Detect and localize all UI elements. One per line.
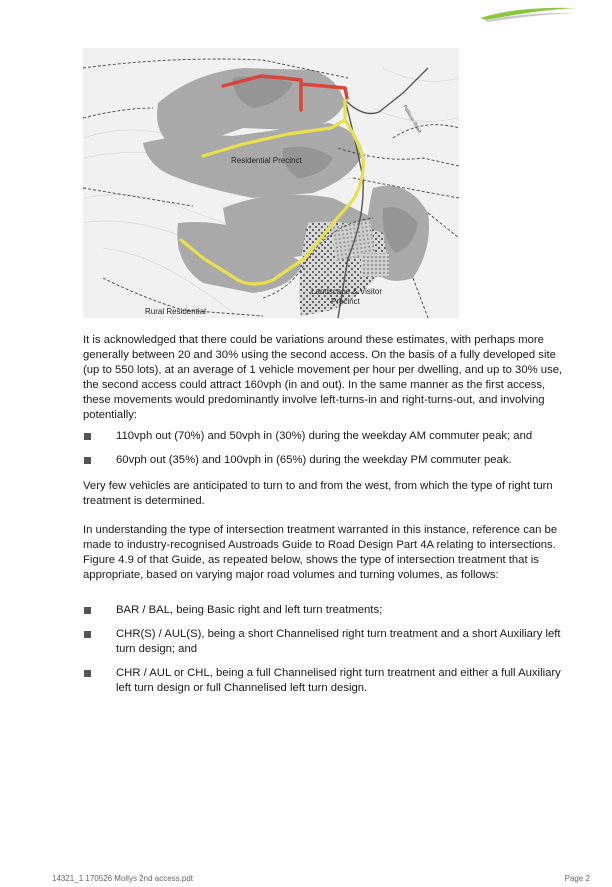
list-item: CHR / AUL or CHL, being a full Channelised right turn treatment and either a full Auxiliary left turn design or full Channelised left turn design. (83, 666, 565, 696)
paragraph-austroads: In understanding the type of intersection treatment warranted in this instance, reference can be made to industry-recognised Austroads Guide to Road Design Part 4A relating to intersections. Figure 4.9 of that Guide, as repeated below, shows the type of intersection treatment that is appropriate, based on varying major road volumes and turning volumes, as follows: (83, 524, 558, 581)
list-item: CHR(S) / AUL(S), being a short Channelised right turn treatment and a short Auxiliary left turn design; and (83, 627, 565, 657)
map-label-rural-residential: Rural Residential (145, 307, 206, 316)
list-item: 110vph out (70%) and 50vph in (30%) during the weekday AM commuter peak; and (83, 429, 565, 444)
footer-page-number: Page 2 (564, 874, 590, 883)
bullet-square-icon (84, 670, 91, 677)
list-item: BAR / BAL, being Basic right and left turn treatments; (83, 603, 565, 618)
map-label-landscape-visitor-1: Landscape & Visitor (311, 287, 383, 296)
bullet-square-icon (84, 631, 91, 638)
bullet-square-icon (84, 607, 91, 614)
company-logo-swoosh (478, 4, 578, 24)
paragraph-second-access: It is acknowledged that there could be variations around these estimates, with perhaps more generally between 20 and 30% using the second access. On the basis of a fully developed site (up to 550 lots), at an average of 1 vehicle movement per hour per dwelling, and up to 30% use, the second access could attract 160vph (in and out). In the same manner as the first access, these movements would predominantly involve left-turns-in and right-turns-out, and involving potentially: (83, 334, 563, 421)
footer-document-name: 14321_1 170526 Mollys 2nd access.pdt (52, 874, 193, 883)
paragraph-turn-west: Very few vehicles are anticipated to turn to and from the west, from which the type of right turn treatment is determined. (83, 480, 553, 507)
treatment-type-list (83, 603, 565, 705)
peak-volume-list (83, 429, 565, 477)
bullet-square-icon (84, 433, 91, 440)
bullet-square-icon (84, 457, 91, 464)
map-label-landscape-visitor-2: Precinct (331, 297, 360, 306)
map-label-residential-precinct: Residential Precinct (231, 156, 302, 165)
site-map (83, 48, 459, 318)
map-label-road: Pattison Road (401, 104, 423, 135)
list-item: 60vph out (35%) and 100vph in (65%) during the weekday PM commuter peak. (83, 453, 565, 468)
